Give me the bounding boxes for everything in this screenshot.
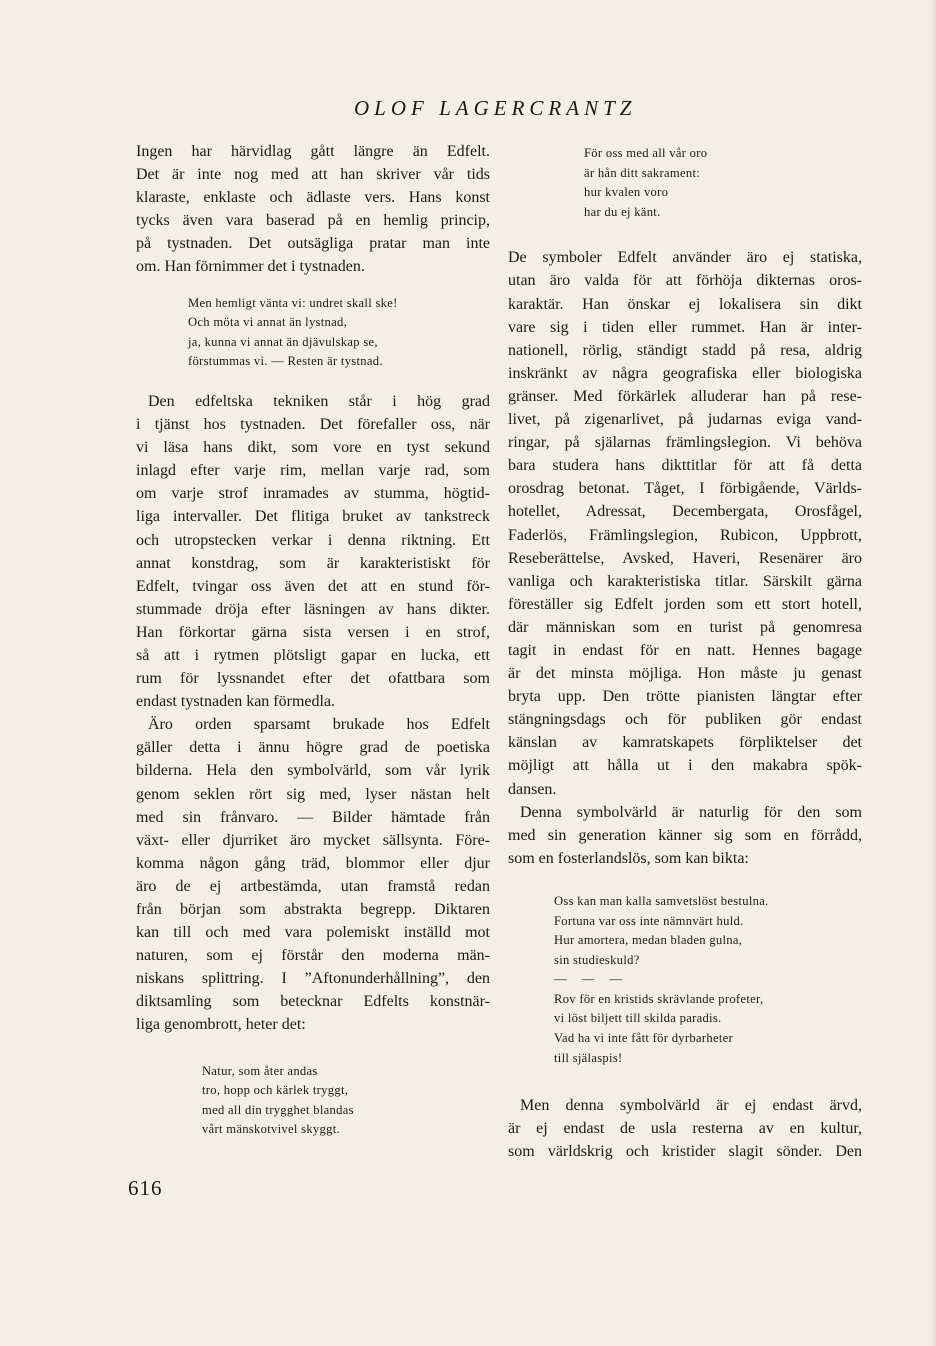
text-line: så att i rytmen plötsligt gapar en lucka, ett	[136, 646, 490, 664]
poem-line: förstummas vi. — Resten är tystnad.	[188, 354, 383, 369]
text-line: rum för lyssnandet efter det ofattbara som	[136, 670, 490, 688]
poem-line: hur kvalen voro	[584, 185, 669, 200]
right-column	[508, 140, 862, 1164]
paragraph	[136, 713, 490, 1036]
text-line: annat konstdrag, som är karakteristiskt för	[136, 554, 490, 572]
paragraph	[136, 390, 490, 713]
text-line: tagit in endast för en natt. Hennes bagage	[508, 641, 862, 659]
paragraph	[508, 801, 862, 870]
text-line: bara studera hans dikttitlar för att få detta	[508, 457, 862, 475]
text-line: i tjänst hos tystnaden. Det förefaller oss, när	[136, 416, 490, 434]
text-line: inlagd efter varje rim, mellan varje rad, som	[136, 462, 490, 480]
text-line: som världskrig och kristider slagit sönder. Den	[508, 1143, 862, 1161]
text-line: Den edfeltska tekniken står i hög grad	[148, 392, 490, 410]
text-line: Äro orden sparsamt brukade hos Edfelt	[148, 716, 490, 734]
text-line: liga genombrott, heter det:	[136, 1016, 306, 1034]
poem-line: Och möta vi annat än lystnad,	[188, 315, 348, 330]
poem-quote	[188, 294, 490, 372]
text-line: niskans splittring. I ”Aftonunderhållning”, den	[136, 970, 490, 988]
text-line: Men denna symbolvärld är ej endast ärvd,	[520, 1097, 862, 1115]
text-line: äro de ej artbestämda, utan framstå redan	[136, 877, 490, 895]
text-line: bryta upp. Den trötte pianisten längtar efter	[508, 688, 862, 706]
text-line: ringar, på själarnas främlingslegion. Vi behöva	[508, 434, 862, 452]
poem-line: Hur amortera, medan bladen gulna,	[554, 933, 743, 948]
text-line: är det minsta möjliga. Hon måste ju genast	[508, 665, 862, 683]
text-line: livet, på zigenarlivet, på judarnas eviga vand-	[508, 411, 862, 429]
paragraph	[136, 140, 490, 279]
text-line: De symboler Edfelt använder äro ej statiska,	[508, 249, 862, 267]
text-line: komma någon gång träd, blommor eller djur	[136, 854, 490, 872]
text-line: med sin generation känner sig som en förrådd,	[508, 826, 862, 844]
text-line: liga intervaller. Det flitiga bruket av tankstreck	[136, 508, 490, 526]
poem-quote	[554, 892, 862, 1068]
text-line: föreställer sig Edfelt jorden som ett stort hotell,	[508, 595, 862, 613]
text-line: klaraste, enklaste och ädlaste vers. Hans konst	[136, 189, 490, 207]
poem-line: har du ej känt.	[584, 204, 661, 219]
text-line: stummade dröja efter läsningen av hans dikter.	[136, 600, 490, 618]
text-line: Det är inte nog med att han skriver vår tids	[136, 166, 490, 184]
poem-line: För oss med all vår oro	[584, 146, 708, 160]
text-line: där människan som en turist på genomresa	[508, 618, 862, 636]
text-line: hotellet, Adressat, Decembergata, Orosfågel,	[508, 503, 862, 521]
stanza-separator: — — —	[554, 972, 629, 987]
poem-line: tro, hopp och kärlek tryggt,	[202, 1083, 349, 1098]
text-line: genom seklen rört sig med, lyser nästan helt	[136, 785, 490, 803]
page-edge-shadow	[930, 0, 936, 1346]
running-header: OLOF LAGERCRANTZ	[354, 96, 637, 120]
text-line: naturen, som ej förstår den moderna män-	[136, 947, 490, 965]
poem-quote	[202, 1062, 490, 1140]
text-line: Reseberättelse, Avsked, Haveri, Resenärer äro	[508, 549, 862, 567]
text-line: tycks även vara baserad på en hemlig princip,	[136, 212, 490, 230]
poem-line: Natur, som åter andas	[202, 1063, 318, 1078]
poem-line: Rov för en kristids skrävlande profeter,	[554, 991, 764, 1006]
text-line: Han förkortar gärna sista versen i en strof,	[136, 623, 490, 641]
text-line: nationell, rörlig, ständigt stadd på resa, aldrig	[508, 341, 862, 359]
text-line: och utropstecken verkar i denna riktning. Ett	[136, 531, 490, 549]
text-line: orosdrag betonat. Tåget, I förbigående, Världs-	[508, 480, 862, 498]
text-line: vare sig i tiden eller rummet. Han är inter-	[508, 318, 862, 336]
paragraph	[508, 246, 862, 800]
text-line: endast tystnaden kan förmedla.	[136, 693, 336, 711]
text-line: på tystnaden. Det outsägliga pratar man inte	[136, 235, 490, 253]
text-line: vanliga och karakteristiska titlar. Särskilt gärna	[508, 572, 862, 590]
text-line: möjligt att hålla ut i den makabra spök-	[508, 757, 862, 775]
poem-line: till själaspis!	[554, 1050, 623, 1065]
page-number: 616	[128, 1176, 163, 1200]
poem-line: med all din trygghet blandas	[202, 1102, 354, 1117]
text-line: med sin frånvaro. — Bilder hämtade från	[136, 808, 490, 826]
text-line: om varje strof inramades av stumma, högtid-	[136, 485, 490, 503]
poem-line: Fortuna var oss inte nämnvärt huld.	[554, 913, 744, 928]
left-column	[136, 140, 490, 1140]
poem-line: Oss kan man kalla samvetslöst bestulna.	[554, 893, 769, 908]
text-line: inskränkt av några geografiska eller biologiska	[508, 364, 862, 382]
poem-line: ja, kunna vi annat än djävulskap se,	[188, 334, 378, 349]
text-line: om. Han förnimmer det i tystnaden.	[136, 258, 365, 276]
poem-line: Men hemligt vänta vi: undret skall ske!	[188, 295, 398, 310]
text-line: utan äro valda för att förhöja dikternas oros-	[508, 272, 862, 290]
text-line: vi läsa hans dikt, som vore en tyst sekund	[136, 439, 490, 457]
poem-quote	[584, 144, 862, 222]
text-line: är ej endast de usla resterna av en kultur,	[508, 1120, 862, 1138]
text-line: Ingen har härvidlag gått längre än Edfelt.	[136, 143, 490, 160]
text-line: diktsamling som betecknar Edfelts konstnär-	[136, 993, 490, 1011]
text-line: Denna symbolvärld är naturlig för den som	[520, 803, 862, 821]
poem-line: sin studieskuld?	[554, 952, 640, 967]
text-line: kan till och med vara polemiskt inställd mot	[136, 924, 490, 942]
poem-line: vi löst biljett till skilda paradis.	[554, 1011, 722, 1026]
paragraph	[508, 1094, 862, 1163]
text-line: som en fosterlandslös, som kan bikta:	[508, 849, 749, 867]
text-line: Faderlös, Främlingslegion, Rubicon, Uppbrott,	[508, 526, 862, 544]
text-line: från början som abstrakta begrepp. Diktaren	[136, 901, 490, 918]
text-line: gränser. Med förkärlek alluderar han på rese-	[508, 387, 862, 405]
text-line: dansen.	[508, 780, 557, 798]
text-line: stängningsdags och för publiken gör endast	[508, 711, 862, 729]
poem-line: Vad ha vi inte fått för dyrbarheter	[554, 1031, 734, 1046]
text-line: växt- eller djurriket äro mycket sällsynta. Före-	[136, 831, 490, 849]
text-line: Edfelt, tvingar oss även det att en stund för-	[136, 577, 490, 595]
text-line: bilderna. Hela den symbolvärld, som vår lyrik	[136, 762, 490, 780]
text-line: karaktär. Han önskar ej lokalisera sin dikt	[508, 295, 862, 313]
poem-line: är hån ditt sakrament:	[584, 165, 701, 180]
text-line: känslan av kamratskapets förpliktelser det	[508, 734, 862, 752]
text-line: gäller detta i ännu högre grad de poetiska	[136, 739, 490, 757]
poem-line: vårt mänskotvivel skyggt.	[202, 1122, 340, 1137]
